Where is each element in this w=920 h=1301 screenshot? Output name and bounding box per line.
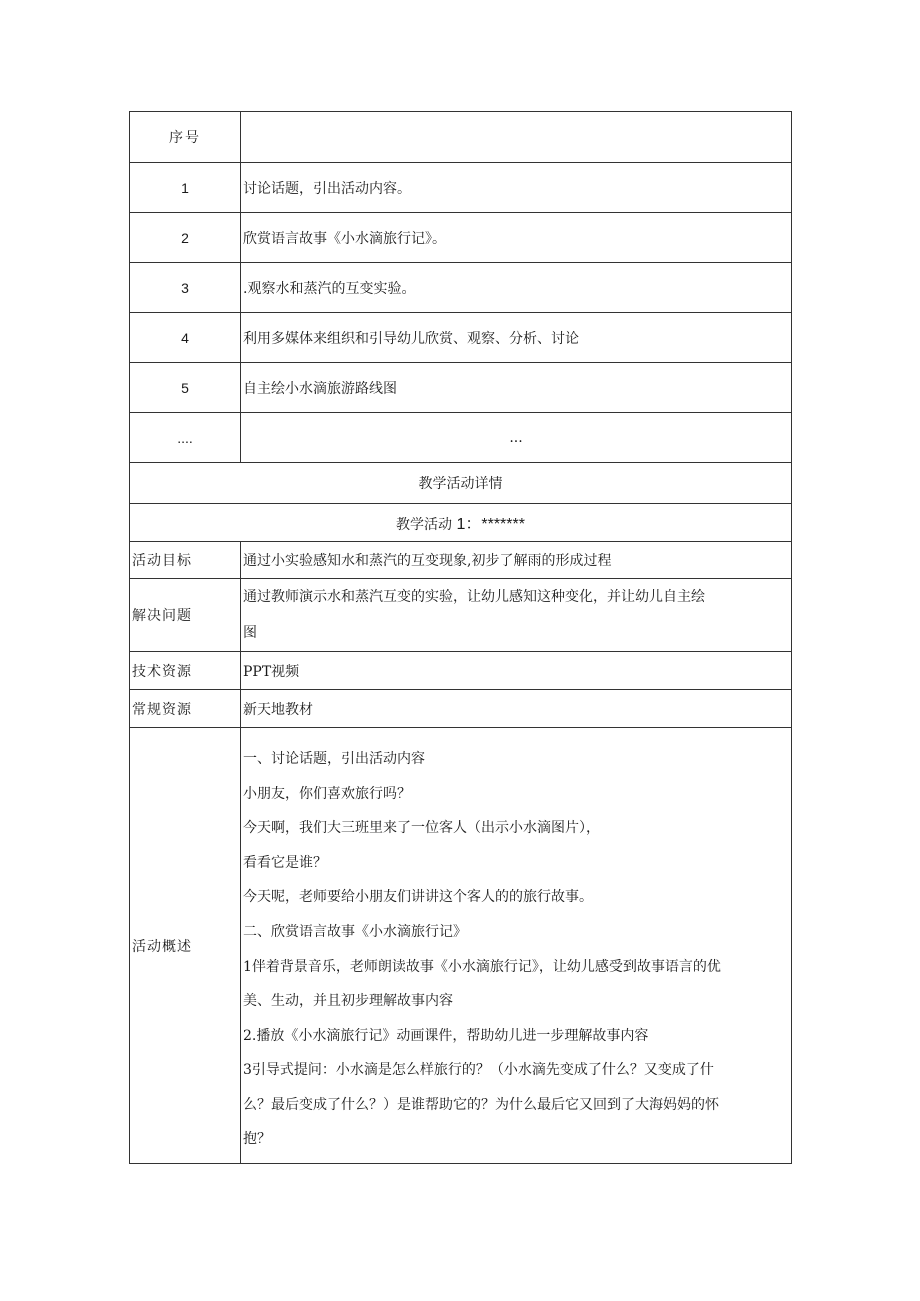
ellipsis-row <box>130 413 792 463</box>
step-row <box>130 313 792 363</box>
step-text: 自主绘小水滴旅游路线图 <box>241 363 792 413</box>
seq-header-label: 序号 <box>130 112 241 163</box>
problem-value <box>241 579 792 652</box>
step-row <box>130 213 792 263</box>
details-title-row <box>130 463 792 504</box>
regular-value: 新天地教材 <box>241 690 792 728</box>
goal-label: 活动目标 <box>130 542 241 579</box>
goal-value: 通过小实验感知水和蒸汽的互变现象,初步了解雨的形成过程 <box>241 542 792 579</box>
step-text: 讨论话题，引出活动内容。 <box>241 163 792 213</box>
overview-line: 小朋友，你们喜欢旅行吗？ <box>243 785 411 802</box>
step-text: 利用多媒体来组织和引导幼儿欣赏、观察、分析、讨论 <box>241 313 792 363</box>
problem-row <box>130 579 792 652</box>
ellipsis-left: .... <box>130 413 241 463</box>
step-row <box>130 163 792 213</box>
activity-title <box>130 504 792 542</box>
overview-line: 1伴着背景音乐，老师朗读故事《小水滴旅行记》，让幼儿感受到故事语言的优 <box>243 958 721 975</box>
step-number: 5 <box>130 363 241 413</box>
overview-line: 美、生动，并且初步理解故事内容 <box>243 993 453 1010</box>
step-number: 4 <box>130 313 241 363</box>
step-number: 3 <box>130 263 241 313</box>
overview-line: 今天呢，老师要给小朋友们讲讲这个客人的的旅行故事。 <box>243 889 593 906</box>
overview-label: 活动概述 <box>130 728 241 1164</box>
problem-label: 解决问题 <box>130 579 241 652</box>
overview-line: 抱？ <box>243 1131 271 1148</box>
problem-value-line: 通过教师演示水和蒸汽互变的实验，让幼儿感知这种变化，并让幼儿自主绘 <box>243 589 705 605</box>
seq-header-value <box>241 112 792 163</box>
overview-content <box>241 728 792 1164</box>
step-text: .观察水和蒸汽的互变实验。 <box>241 263 792 313</box>
details-title: 教学活动详情 <box>130 463 792 504</box>
overview-line: 一、讨论话题，引出活动内容 <box>243 750 425 767</box>
overview-line: 2.播放《小水滴旅行记》动画课件，帮助幼儿进一步理解故事内容 <box>243 1027 649 1044</box>
tech-row <box>130 652 792 690</box>
step-row <box>130 263 792 313</box>
overview-line: 看看它是谁？ <box>243 854 327 871</box>
activity-title-prefix: 教学活动 <box>396 517 453 533</box>
goal-row <box>130 542 792 579</box>
overview-line: 3引导式提问：小水滴是怎么样旅行的？（小水滴先变成了什么？又变成了什 <box>243 1062 714 1079</box>
step-row <box>130 363 792 413</box>
seq-header-row <box>130 112 792 163</box>
overview-line: 今天啊，我们大三班里来了一位客人（出示小水滴图片）， <box>243 820 600 837</box>
activity-title-number: 1：******* <box>456 516 525 533</box>
step-text: 欣赏语言故事《小水滴旅行记》。 <box>241 213 792 263</box>
step-number: 1 <box>130 163 241 213</box>
lesson-plan-table <box>129 111 792 1164</box>
regular-row <box>130 690 792 728</box>
overview-line: 么？最后变成了什么？）是谁帮助它的？为什么最后它又回到了大海妈妈的怀 <box>243 1096 719 1113</box>
step-number: 2 <box>130 213 241 263</box>
overview-line: 二、欣赏语言故事《小水滴旅行记》 <box>243 923 467 940</box>
overview-row <box>130 728 792 1164</box>
tech-value: PPT视频 <box>241 652 792 690</box>
tech-label: 技术资源 <box>130 652 241 690</box>
regular-label: 常规资源 <box>130 690 241 728</box>
problem-value-line: 图 <box>243 625 257 641</box>
activity-title-row <box>130 504 792 542</box>
ellipsis-right: ... <box>241 413 792 463</box>
